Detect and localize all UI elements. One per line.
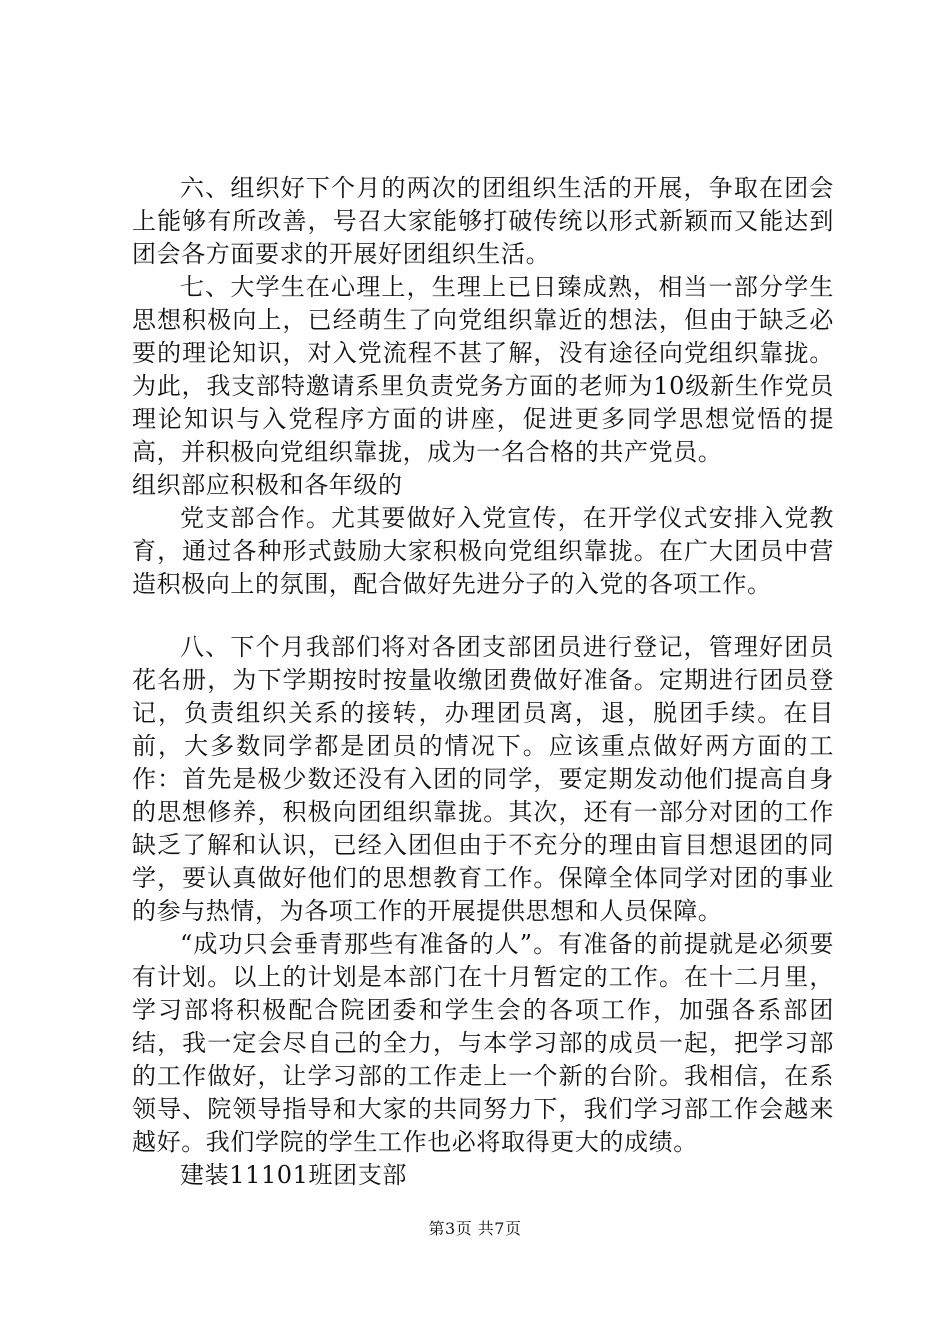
page-footer: 第3页 共7页 [428,1219,522,1238]
paragraph-item-8: 八、下个月我部们将对各团支部团员进行登记，管理好团员花名册，为下学期按时按量收缴团费做好准备。定期进行团员登记，负责组织关系的接转，办理团员离，退，脱团手续。在目前，大多数同学都是团员的情况下。应该重点做好两方面的工作：首先是极少数还没有入团的同学，要定期发动他们提高自身的思想修养，积极向团组织靠拢。其次，还有一部分对团的工作缺乏了解和认识，已经入团但由于不充分的理由盲目想退团的同学，要认真做好他们的思想教育工作。保障全体同学对团的事业的参与热情，为各项工作的开展提供思想和人员保障。 [132,633,834,925]
paragraph-party-branch: 党支部合作。尤其要做好入党宣传，在开学仪式安排入党教育，通过各种形式鼓励大家积极向党组织靠拢。在广大团员中营造积极向上的氛围，配合做好先进分子的入党的各项工作。 [132,504,834,598]
paragraph-item-6: 六、组织好下个月的两次的团组织生活的开展，争取在团会上能够有所改善，号召大家能够打破传统以形式新颖而又能达到团会各方面要求的开展好团组织生活。 [132,174,834,268]
paragraph-item-7: 七、大学生在心理上，生理上已日臻成熟，相当一部分学生思想积极向上，已经萌生了向党组织靠近的想法，但由于缺乏必要的理论知识，对入党流程不甚了解，没有途径向党组织靠拢。为此，我支部特邀请系里负责党务方面的老师为10级新生作党员理论知识与入党程序方面的讲座，促进更多同学思想觉悟的提高，并积极向党组织靠拢，成为一名合格的共产党员。 [132,273,834,466]
paragraph-conclusion: “成功只会垂青那些有准备的人”。有准备的前提就是必须要有计划。以上的计划是本部门在十月暂定的工作。在十二月里，学习部将积极配合院团委和学生会的各项工作，加强各系部团结，我一定会尽自己的全力，与本学习部的成员一起，把学习部的工作做好，让学习部的工作走上一个新的台阶。我相信，在系领导、院领导指导和大家的共同努力下，我们学习部工作会越来越好。我们学院的学生工作也必将取得更大的成绩。 [132,930,834,1156]
signature: 建装11101班团支部 [180,1161,407,1189]
document-body [132,172,834,1192]
paragraph-spacer [132,601,834,631]
paragraph-organization-dept: 组织部应积极和各年级的 [132,471,403,499]
